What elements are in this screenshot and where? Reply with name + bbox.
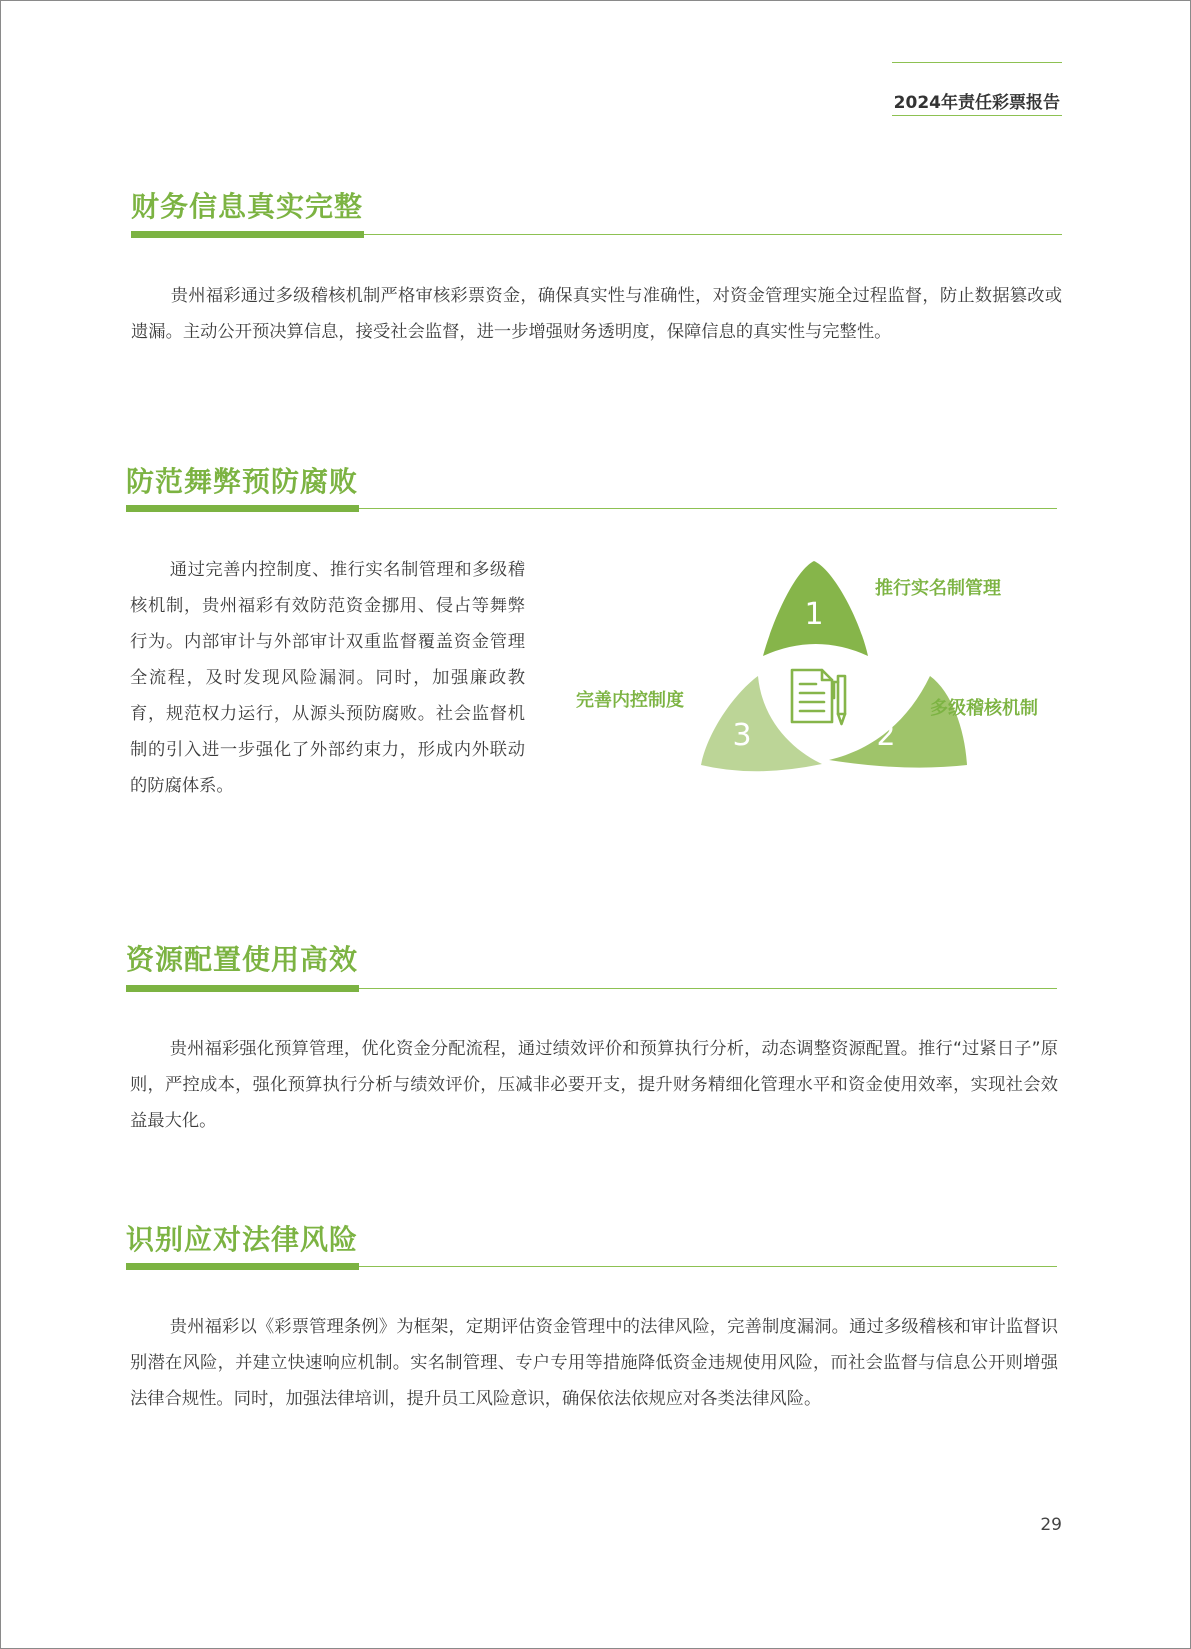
segment-3-label: 完善内控制度	[576, 690, 684, 711]
section-title: 识别应对法律风险	[126, 1223, 359, 1256]
section-title: 防范舞弊预防腐败	[126, 465, 359, 498]
page-number: 29	[1040, 1515, 1062, 1535]
section-rule	[359, 508, 1057, 509]
section-rule	[359, 1266, 1057, 1267]
segment-2-number: 2	[876, 718, 896, 753]
section-paragraph: 通过完善内控制度、推行实名制管理和多级稽核机制，贵州福彩有效防范资金挪用、侵占等舞弊行为。内部审计与外部审计双重监督覆盖资金管理全流程，及时发现风险漏洞。同时，加强廉政教育，规范权力运行，从源头预防腐败。社会监督机制的引入进一步强化了外部约束力，形成内外联动的防腐体系。	[130, 560, 525, 796]
segment-3-shape	[701, 676, 822, 771]
three-part-cycle-diagram	[560, 560, 1080, 800]
report-title: 2024年责任彩票报告	[893, 93, 1060, 113]
section-title-bar	[126, 1263, 359, 1270]
section-title-bar	[131, 231, 364, 238]
segment-2-label: 多级稽核机制	[930, 698, 1038, 719]
section-rule	[364, 234, 1062, 235]
section-title-bar	[126, 985, 359, 992]
section-paragraph: 贵州福彩强化预算管理，优化资金分配流程，通过绩效评价和预算执行分析，动态调整资源配置。推行“过紧日子”原则，严控成本，强化预算执行分析与绩效评价，压减非必要开支，提升财务精细化管理水平和资金使用效率，实现社会效益最大化。	[130, 1039, 1058, 1131]
section-rule	[359, 988, 1057, 989]
document-pen-icon	[792, 670, 845, 724]
segment-2-shape	[829, 676, 967, 768]
section-title: 资源配置使用高效	[126, 943, 359, 976]
section-title: 财务信息真实完整	[131, 190, 364, 223]
section-title-bar	[126, 505, 359, 512]
segment-3-number: 3	[732, 718, 752, 753]
segment-1-label: 推行实名制管理	[875, 578, 1001, 599]
section-paragraph: 贵州福彩以《彩票管理条例》为框架，定期评估资金管理中的法律风险，完善制度漏洞。通过多级稽核和审计监督识别潜在风险，并建立快速响应机制。实名制管理、专户专用等措施降低资金违规使用风险，而社会监督与信息公开则增强法律合规性。同时，加强法律培训，提升员工风险意识，确保依法依规应对各类法律风险。	[130, 1317, 1058, 1409]
section-paragraph: 贵州福彩通过多级稽核机制严格审核彩票资金，确保真实性与准确性，对资金管理实施全过程监督，防止数据篡改或遗漏。主动公开预决算信息，接受社会监督，进一步增强财务透明度，保障信息的真实性与完整性。	[131, 286, 1062, 342]
header-bottom-rule	[892, 115, 1062, 116]
header-top-rule	[892, 62, 1062, 63]
segment-1-number: 1	[804, 597, 824, 632]
